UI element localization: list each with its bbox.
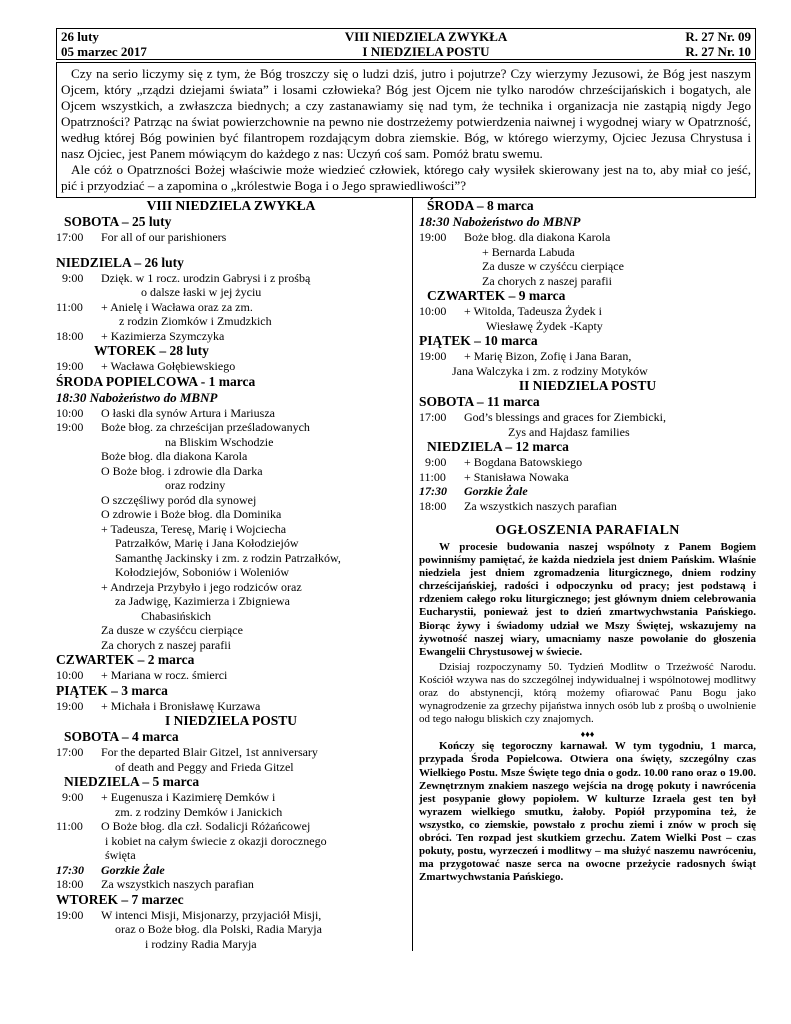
mass-time: 17:00 [56, 230, 84, 244]
mass-intention [101, 300, 406, 329]
mass-entry [56, 668, 406, 683]
mass-entry [56, 230, 406, 245]
intention-line: God’s blessings and graces for Ziembicki, [464, 410, 666, 424]
mass-intention [452, 349, 756, 378]
intention-line: For the departed Blair Gitzel, 1st anniversary [101, 745, 318, 759]
mass-intention [101, 790, 406, 819]
header-issue-2: R. 27 Nr. 10 [685, 44, 751, 59]
intention-line: oraz rodziny [165, 478, 226, 492]
announcement-paragraph: Kończy się tegoroczny karnawał. W tym tygodniu, 1 marca, przypada Środa Popielcowa. Otwiera ona święty, szczególny czas Wielkiego Postu. Msze Święte tego dnia o godz. 10.00 rano oraz o 19.00. Zewnętrznym znakiem naszego wejścia na drogę pokuty i nawrócenia jest posypanie głowy popiołem. W kulturze Izraela gest ten był wyrazem wielkiego smutku, żałoby. Popiół przypomina też, że wszystko, co ziemskie, powstało z prochu ziemi i znów w proch się obróci. Ten rozpad jest skutkiem grzechu. Zatem Wielki Post – czas pokuty, postu, wyrzeczeń i modlitwy – ma służyć naszemu nawróceniu, ma przygotować nasze serca na owocne przeżycie radosnych świąt Zmartwychwstania Pańskiego. [419, 740, 756, 884]
day-heading: SOBOTA – 25 luty [64, 214, 172, 229]
intention-line: Chabasińskich [141, 608, 211, 623]
mass-time: 19:00 [56, 907, 84, 922]
intention-line: i rodziny Radia Maryja [145, 936, 257, 951]
mass-time: 18:00 [56, 328, 84, 343]
intention-line: oraz o Boże błog. dla Polski, Radia Maryja [115, 922, 322, 936]
intention-line: Boże błog. za chrześcijan prześladowanych [101, 420, 310, 434]
mass-time: 11:00 [419, 469, 446, 484]
header-title-1: VIII NIEDZIELA ZWYKŁA [344, 29, 508, 44]
mass-intention: For all of our parishioners [101, 230, 227, 244]
mass-time: 9:00 [62, 270, 84, 285]
mass-entry [56, 877, 406, 892]
intro-box [56, 62, 756, 198]
mass-time: 17:00 [56, 745, 84, 759]
day-heading: WTOREK – 28 luty [94, 343, 209, 358]
mass-time: 18:00 [56, 877, 84, 891]
intention-line: Za dusze w czyśćcu cierpiące [482, 259, 624, 273]
mass-entry [56, 908, 406, 952]
intention-line: + Eugenusza i Kazimierę Demków i [101, 790, 276, 804]
day-heading: NIEDZIELA – 5 marca [64, 774, 200, 789]
mass-intention [101, 745, 406, 774]
mass-entry [56, 819, 406, 863]
mass-time: 11:00 [56, 819, 83, 833]
mass-entry [419, 470, 756, 485]
mass-time: 10:00 [419, 304, 447, 318]
mass-intention: + Stanisława Nowaka [464, 469, 569, 484]
schedule-columns [56, 198, 756, 951]
intention-line: W intenci Misji, Misjonarzy, przyjaciół Misji, [101, 907, 322, 922]
header-issue-1: R. 27 Nr. 09 [685, 29, 751, 44]
mass-entry [56, 699, 406, 714]
intention-line: na Bliskim Wschodzie [165, 434, 274, 449]
intention-line: + Anielę i Wacława oraz za zm. [101, 299, 253, 314]
intro-paragraph-1: Czy na serio liczymy się z tym, że Bóg troszczy się o ludzi dziś, jutro i pojutrze? Czy wierzymy Jezusowi, że Bóg jest naszym Ojcem, który „rządzi dziejami świata” i losami człowieka? Bóg jest Ojcem nie tylko narodów chrześcijańskich i bogatych, ale Ojcem wszystkich, a zwłaszcza biednych; a czy zastanawiamy się nad tym, że technika i organizacja nie zastąpią nigdy Jego Opatrzności? Patrząc na świat powierzchownie na pewno nie dostrzeżemy potwierdzenia naiwnej i wygodnej wiary w Opatrzność, według której Bóg powinien być filantropem rozdającym dobra ziemskie. Bóg, w którego wierzymy, Ojciec Jezusa Chrystusa i nasz Ojciec, jest Panem mówiącym do każdego z nas: Uczyń coś sam. Pomóż bratu swemu. [61, 66, 751, 161]
mass-intention: + Bogdana Batowskiego [464, 455, 583, 469]
section-title: VIII NIEDZIELA ZWYKŁA [146, 198, 316, 213]
intention-line: Dzięk. w 1 rocz. urodzin Gabrysi i z prośbą [101, 270, 311, 285]
mass-entry [419, 304, 756, 333]
day-heading: CZWARTEK – 2 marca [56, 652, 195, 667]
intention-line: O zdrowie i Boże błog. dla Dominika [101, 507, 282, 521]
section-title: I NIEDZIELA POSTU [164, 713, 298, 728]
section-title: II NIEDZIELA POSTU [518, 378, 657, 393]
day-heading: CZWARTEK – 9 marca [427, 288, 566, 303]
intention-line: Wiesławę Żydek -Kapty [486, 318, 603, 333]
intention-line: O Boże błog. i zdrowie dla Darka [101, 463, 263, 478]
mass-intention: Gorzkie Żale [464, 484, 528, 498]
intention-line: Za chorych z naszej parafii [482, 273, 612, 288]
mass-time: 10:00 [56, 405, 84, 420]
intention-line: Kołodziejów, Soboniów i Woleniów [115, 565, 290, 579]
mass-intention [101, 819, 406, 863]
mass-intention [464, 230, 756, 288]
announcement-paragraph: W procesie budowania naszej wspólnoty z Panem Bogiem powinniśmy pamiętać, że każda niedziela jest dniem Pańskim. Właśnie niedziela jest dniem zgromadzenia liturgicznego, dniem rodziny chrześcijańskiej, radości i odpoczynku od pracy; jest podstawą i rdzeniem całego roku liturgicznego; jest głównym dniem celebrowania Eucharystii, ponieważ jest to dzień zmartwychwstania Pańskiego. Biorąc żywy i świadomy udział we Mszy Świętej, wskazujemy na żywotność naszej wiary, umacniamy nasze powołanie do głoszenia Ewangelii Chrystusowej w świecie. [419, 541, 756, 658]
mass-entry [56, 745, 406, 774]
mass-entry [56, 300, 406, 329]
bulletin-page [56, 28, 756, 951]
mass-intention: + Michała i Bronisławę Kurzawa [101, 698, 261, 713]
mass-entry [56, 863, 406, 878]
mass-time: 17:00 [419, 410, 447, 424]
day-heading: SOBOTA – 4 marca [64, 729, 179, 744]
mass-entry [419, 499, 756, 514]
mass-intention [464, 304, 756, 333]
mass-intention: Gorzkie Żale [101, 862, 165, 877]
day-heading: NIEDZIELA – 26 luty [56, 254, 184, 270]
header-row-1 [57, 29, 755, 44]
header-date-2: 05 marzec 2017 [61, 44, 147, 59]
mass-entry [419, 410, 756, 439]
mass-time: 19:00 [56, 359, 84, 373]
day-heading: ŚRODA – 8 marca [427, 198, 534, 213]
mass-intention [101, 271, 406, 300]
mass-time: 9:00 [62, 790, 84, 804]
intention-line: Patrzałków, Marię i Jana Kołodziejów [115, 536, 299, 550]
intention-line: i kobiet na całym świecie z okazji dorocznego [105, 833, 327, 848]
mass-time: 11:00 [56, 299, 83, 314]
mass-intention [101, 420, 406, 652]
day-heading: PIĄTEK – 3 marca [56, 682, 168, 698]
intention-line: Zys and Hajdasz families [508, 424, 630, 439]
mass-entry [56, 420, 406, 652]
mass-time: 19:00 [419, 230, 447, 244]
announcement-paragraph: Dzisiaj rozpoczynamy 50. Tydzień Modlitw o Trzeźwość Narodu. Kościół wzywa nas do szczególnej indywidualnej i wspólnotowej modlitwy oraz do abstynencji, którą możemy ofiarować Panu Bogu jako wynagrodzenie za grzechy pijaństwa innych osób lub z prośbą o uwolnienie od tego nałogu bliskich czy znajomych. [419, 660, 756, 726]
mass-time: 17:30 [419, 484, 447, 498]
intention-line: Samanthę Jackinsky i zm. z rodzin Patrzałków, [115, 550, 341, 565]
header-title-2: I NIEDZIELA POSTU [362, 44, 490, 59]
mass-entry [419, 349, 756, 378]
intention-line: O szczęśliwy poród dla synowej [101, 492, 257, 507]
mass-time: 18:00 [419, 498, 447, 513]
left-column [56, 198, 413, 951]
mass-entry [419, 484, 756, 499]
mass-entry [56, 329, 406, 344]
intention-line: o dalsze łaski w jej życiu [141, 285, 262, 299]
intention-line: Za chorych z naszej parafii [101, 637, 231, 652]
header-date-1: 26 luty [61, 29, 99, 44]
mass-time: 19:00 [56, 420, 84, 434]
intention-line: zm. z rodziny Demków i Janickich [115, 804, 283, 819]
mass-intention: + Wacława Gołębiewskiego [101, 359, 236, 373]
intention-line: + Witolda, Tadeusza Żydek i [464, 304, 602, 318]
mass-intention [464, 410, 756, 439]
intro-paragraph-2: Ale cóż o Opatrzności Bożej właściwie może wiedzieć człowiek, którego cały wysiłek skierowany jest na to, aby miał co jeść, pić i przyodziać – a zapomina o „królestwie Boga i o Jego sprawiedliwości”? [61, 162, 751, 193]
mass-entry [56, 359, 406, 374]
day-heading: ŚRODA POPIELCOWA - 1 marca [56, 373, 256, 389]
intention-line: Za dusze w czyśćcu cierpiące [101, 623, 243, 637]
intention-line: z rodzin Ziomków i Zmudzkich [119, 314, 272, 328]
mass-entry [419, 455, 756, 470]
intention-line: za Jadwigę, Kazimierza i Zbigniewa [115, 594, 290, 608]
right-column [413, 198, 756, 951]
mass-intention: Za wszystkich naszych parafian [464, 498, 617, 513]
mass-entry [56, 406, 406, 421]
intention-line: Boże błog. dla diakona Karola [101, 449, 248, 463]
devotion-note: 18:30 Nabożeństwo do MBNP [419, 214, 581, 229]
mass-time: 9:00 [425, 455, 447, 469]
intention-line: Jana Walczyka i zm. z rodziny Motyków [452, 363, 648, 378]
intention-line: święta [105, 848, 136, 862]
mass-intention: Za wszystkich naszych parafian [101, 877, 254, 891]
intention-line: + Tadeusza, Teresę, Marię i Wojciecha [101, 521, 287, 536]
devotion-note: 18:30 Nabożeństwo do MBNP [56, 389, 218, 405]
mass-intention [101, 908, 406, 952]
mass-time: 17:30 [56, 862, 84, 877]
mass-intention: + Kazimierza Szymczyka [101, 328, 225, 343]
day-heading: WTOREK – 7 marzec [56, 891, 184, 907]
mass-intention: + Mariana w rocz. śmierci [101, 668, 228, 682]
mass-entry [56, 790, 406, 819]
intention-line: + Bernarda Labuda [482, 244, 575, 259]
day-heading: NIEDZIELA – 12 marca [427, 439, 569, 454]
announcements-title: OGŁOSZENIA PARAFIALN [495, 523, 680, 538]
diamond-separator: ♦♦♦ [580, 729, 595, 740]
intention-line: O Boże błog. dla czł. Sodalicji Różańcowej [101, 819, 311, 833]
intention-line: + Marię Bizon, Zofię i Jana Baran, [464, 349, 632, 363]
mass-entry [419, 230, 756, 288]
mass-time: 19:00 [56, 698, 84, 713]
mass-entry [56, 271, 406, 300]
mass-intention: O łaski dla synów Artura i Mariusza [101, 405, 275, 420]
day-heading: PIĄTEK – 10 marca [419, 333, 538, 348]
day-heading: SOBOTA – 11 marca [419, 394, 540, 409]
intention-line: + Andrzeja Przybyło i jego rodziców oraz [101, 579, 302, 594]
intention-line: Boże błog. dla diakona Karola [464, 230, 611, 244]
mass-time: 19:00 [419, 349, 447, 363]
mass-time: 10:00 [56, 668, 84, 682]
announcements [419, 541, 756, 884]
header-row-2 [57, 44, 755, 59]
bulletin-header [56, 28, 756, 60]
intention-line: of death and Peggy and Frieda Gitzel [115, 759, 294, 774]
